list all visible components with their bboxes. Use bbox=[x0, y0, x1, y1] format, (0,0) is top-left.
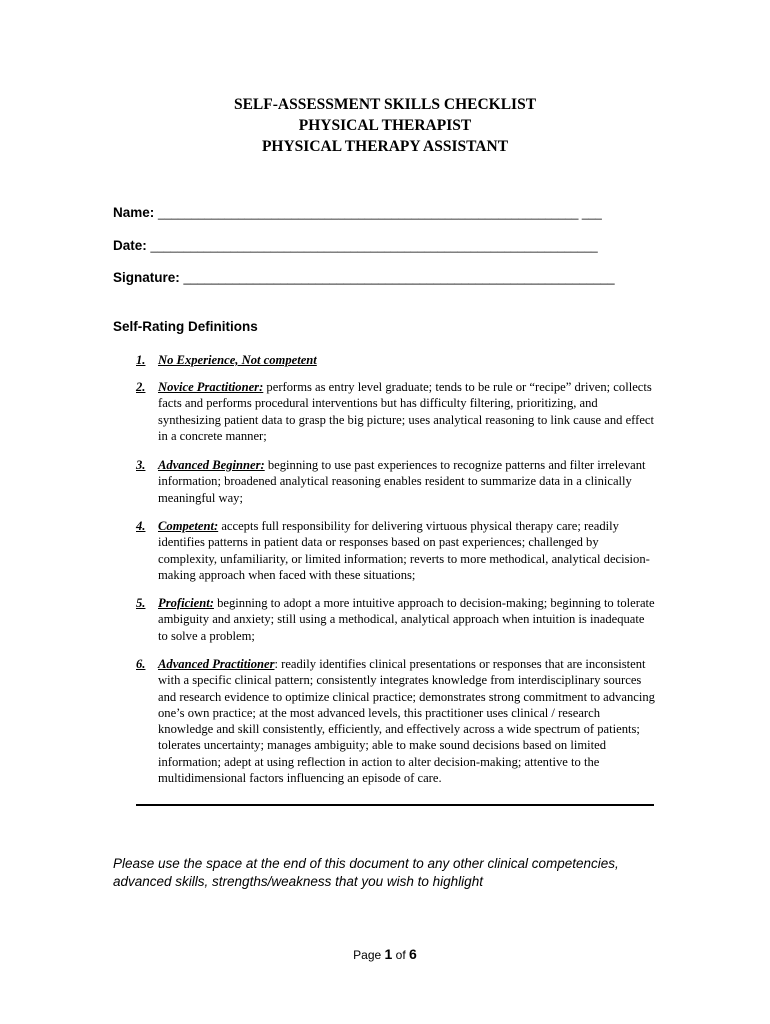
date-field[interactable] bbox=[113, 238, 598, 253]
definition-text: : readily identifies clinical presentations or responses that are inconsistent with a specific clinical pattern; consistently integrates knowledge from interdisciplinary sources and research evidence to optimize clinical practice; demonstrates strong commitment to advancing one’s own practice; at the most advanced levels, this practitioner uses clinical / research knowledge and skill consistently, efficiently, and effectively across a wide spectrum of patients; tolerates uncertainty; manages ambiguity; able to make sound decisions based on limited information; adept at using reflection in action to alter decision-making; attentive to the multidimensional factors influencing an episode of care. bbox=[158, 657, 655, 786]
definition-item bbox=[136, 595, 656, 644]
definition-number: 6. bbox=[136, 657, 146, 671]
section-divider bbox=[136, 804, 654, 806]
definition-number: 1. bbox=[136, 353, 146, 367]
definition-term: No Experience, Not competent bbox=[158, 353, 317, 367]
definition-number: 4. bbox=[136, 519, 146, 533]
definition-text: performs as entry level graduate; tends to be rule or “recipe” driven; collects facts and performs procedural interventions but has difficulty filtering, prioritizing, and synthesizing patient data to grasp the big picture; uses analytical reasoning to link cause and effect in a concrete manner; bbox=[158, 380, 655, 443]
definition-number: 2. bbox=[136, 380, 146, 394]
definition-term: Proficient: bbox=[158, 596, 214, 610]
signature-line[interactable]: ______________________________________________________________ bbox=[183, 271, 615, 285]
date-label: Date: bbox=[113, 238, 147, 253]
definition-number: 3. bbox=[136, 458, 146, 472]
date-line[interactable]: ___________________________________________________________________ bbox=[150, 239, 598, 253]
definition-term: Advanced Practitioner bbox=[158, 657, 275, 671]
self-rating-heading: Self-Rating Definitions bbox=[113, 319, 258, 334]
definition-number: 5. bbox=[136, 596, 146, 610]
page-footer bbox=[0, 946, 770, 962]
definition-item bbox=[136, 379, 656, 444]
definition-text: accepts full responsibility for delivering virtuous physical therapy care; readily identifies patterns in patient data or responses based on past experiences; challenged by complexity, unfamiliarity, or limited information; reverts to more methodical, analytical decision-making approach when faced with these situations; bbox=[158, 519, 650, 582]
page-label: Page bbox=[353, 948, 382, 962]
of-label: of bbox=[395, 948, 406, 962]
name-label: Name: bbox=[113, 205, 155, 220]
document-subtitle-pt: PHYSICAL THERAPIST bbox=[298, 117, 472, 134]
definition-term: Advanced Beginner: bbox=[158, 458, 265, 472]
name-line[interactable]: _______________________________________________________________ ___ bbox=[158, 206, 602, 220]
signature-field[interactable] bbox=[113, 270, 615, 285]
instruction-note: Please use the space at the end of this document to any other clinical competencies, advanced skills, strengths/weakness that you wish to highlight bbox=[113, 856, 619, 889]
definition-item bbox=[136, 352, 656, 368]
name-field[interactable] bbox=[113, 205, 602, 220]
definition-text: beginning to use past experiences to recognize patterns and filter irrelevant information; broadened analytical reasoning enables resident to summarize data in a clinically meaningful way; bbox=[158, 458, 646, 505]
page-total: 6 bbox=[409, 946, 417, 962]
document-title: SELF-ASSESSMENT SKILLS CHECKLIST bbox=[233, 96, 537, 113]
definition-item bbox=[136, 518, 656, 583]
signature-label: Signature: bbox=[113, 270, 180, 285]
definition-item bbox=[136, 656, 656, 786]
definition-text: beginning to adopt a more intuitive approach to decision-making; beginning to tolerate ambiguity and anxiety; still using a methodical, analytical approach when intuition is inadequate to solve a problem; bbox=[158, 596, 655, 643]
definition-item bbox=[136, 457, 656, 506]
page-number: 1 bbox=[384, 946, 393, 962]
document-subtitle-pta: PHYSICAL THERAPY ASSISTANT bbox=[261, 138, 509, 155]
definition-term: Novice Practitioner: bbox=[158, 380, 264, 394]
definition-term: Competent: bbox=[158, 519, 219, 533]
